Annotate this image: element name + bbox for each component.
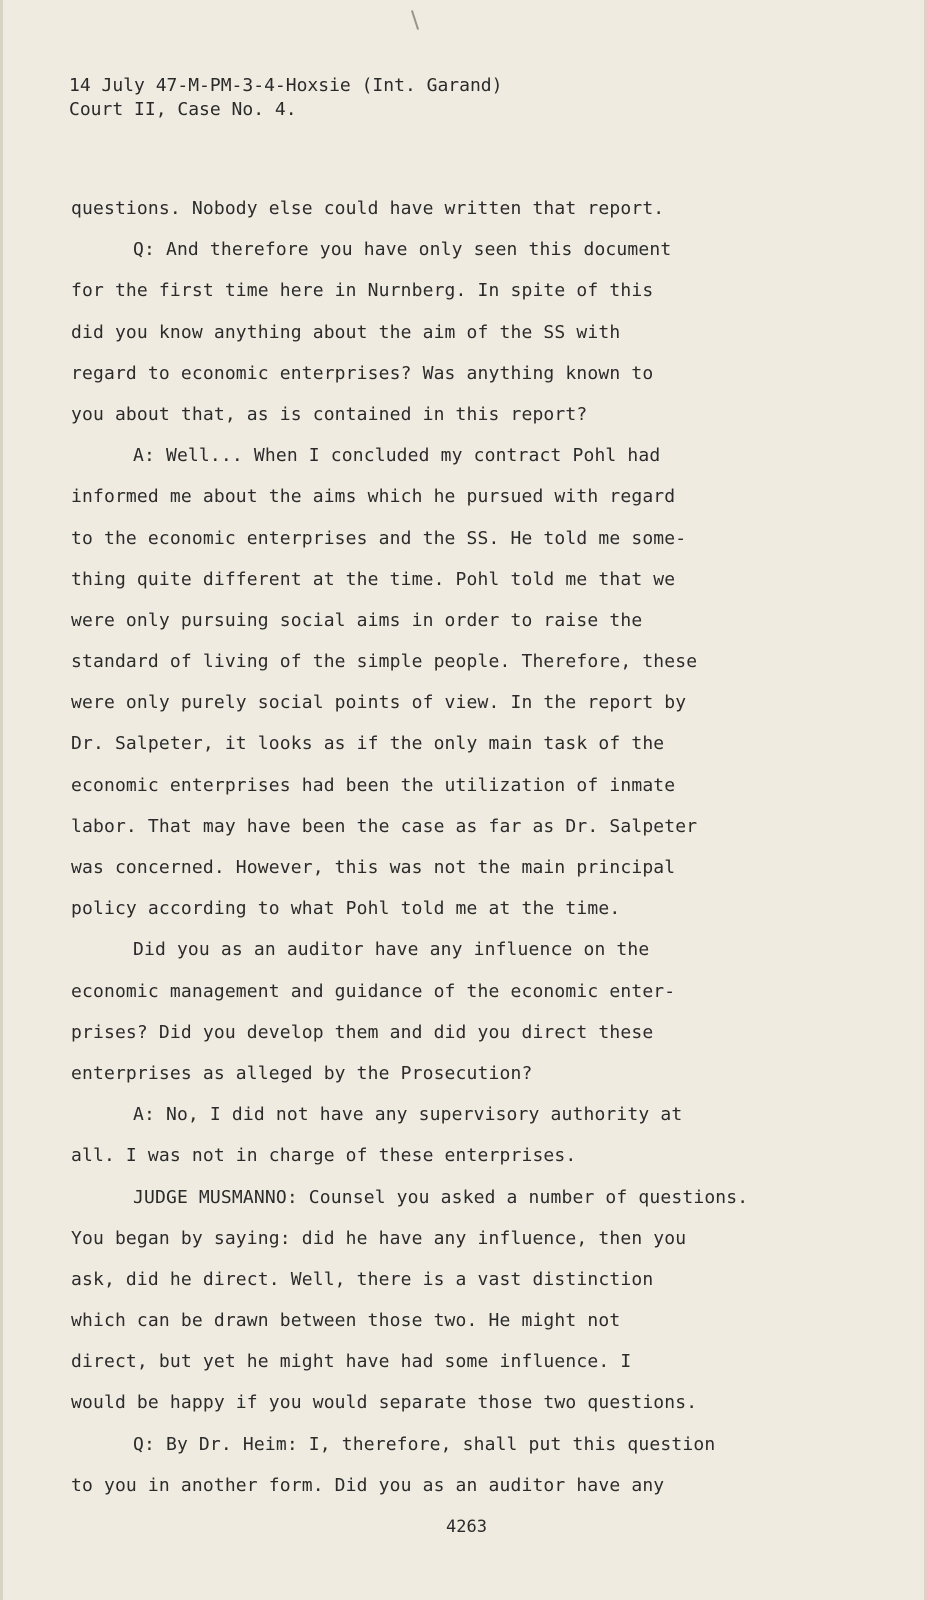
text-line: Did you as an auditor have any influence on the <box>133 939 650 961</box>
text-line: were only pursuing social aims in order to raise the <box>71 609 643 631</box>
text-line: policy according to what Pohl told me at the time. <box>71 898 621 920</box>
header-date-line: 14 July 47-M-PM-3-4-Hoxsie (Int. Garand) <box>69 75 503 96</box>
text-line: labor. That may have been the case as far as Dr. Salpeter <box>71 815 698 837</box>
text-line: to the economic enterprises and the SS. He told me some- <box>71 527 687 549</box>
text-line: Dr. Salpeter, it looks as if the only main task of the <box>71 733 665 755</box>
margin-pencil-mark <box>411 10 419 30</box>
text-line: economic management and guidance of the economic enter- <box>71 980 676 1002</box>
text-line: regard to economic enterprises? Was anything known to <box>71 362 654 384</box>
text-line: informed me about the aims which he pursued with regard <box>71 486 676 508</box>
transcript-body <box>71 188 851 1506</box>
text-line: all. I was not in charge of these enterprises. <box>71 1145 577 1167</box>
text-line: JUDGE MUSMANNO: Counsel you asked a number of questions. <box>133 1186 749 1208</box>
text-line: ask, did he direct. Well, there is a vast distinction <box>71 1268 654 1290</box>
text-line: for the first time here in Nurnberg. In spite of this <box>71 280 654 302</box>
text-line: you about that, as is contained in this report? <box>71 403 588 425</box>
text-line: Q: And therefore you have only seen this document <box>133 239 672 261</box>
text-line: A: Well... When I concluded my contract Pohl had <box>133 445 661 467</box>
text-line: economic enterprises had been the utilization of inmate <box>71 774 676 796</box>
text-line: were only purely social points of view. In the report by <box>71 692 687 714</box>
text-line: prises? Did you develop them and did you direct these <box>71 1021 654 1043</box>
text-line: questions. Nobody else could have written that report. <box>71 198 665 219</box>
text-line: would be happy if you would separate those two questions. <box>71 1392 698 1414</box>
text-line: A: No, I did not have any supervisory authority at <box>133 1104 683 1126</box>
header-court-line: Court II, Case No. 4. <box>69 99 297 120</box>
text-line: Q: By Dr. Heim: I, therefore, shall put this question <box>133 1433 716 1455</box>
text-line: enterprises as alleged by the Prosecution? <box>71 1062 533 1084</box>
text-line: was concerned. However, this was not the main principal <box>71 857 676 878</box>
text-line: standard of living of the simple people. Therefore, these <box>71 651 698 673</box>
text-line: did you know anything about the aim of the SS with <box>71 321 621 343</box>
text-line: thing quite different at the time. Pohl told me that we <box>71 568 676 590</box>
transcript-header <box>69 74 502 122</box>
text-line: You began by saying: did he have any influence, then you <box>71 1227 687 1249</box>
text-line: which can be drawn between those two. He might not <box>71 1310 621 1332</box>
text-line: direct, but yet he might have had some influence. I <box>71 1351 632 1373</box>
page-number: 4263 <box>446 1517 487 1537</box>
text-line: to you in another form. Did you as an auditor have any <box>71 1474 665 1496</box>
